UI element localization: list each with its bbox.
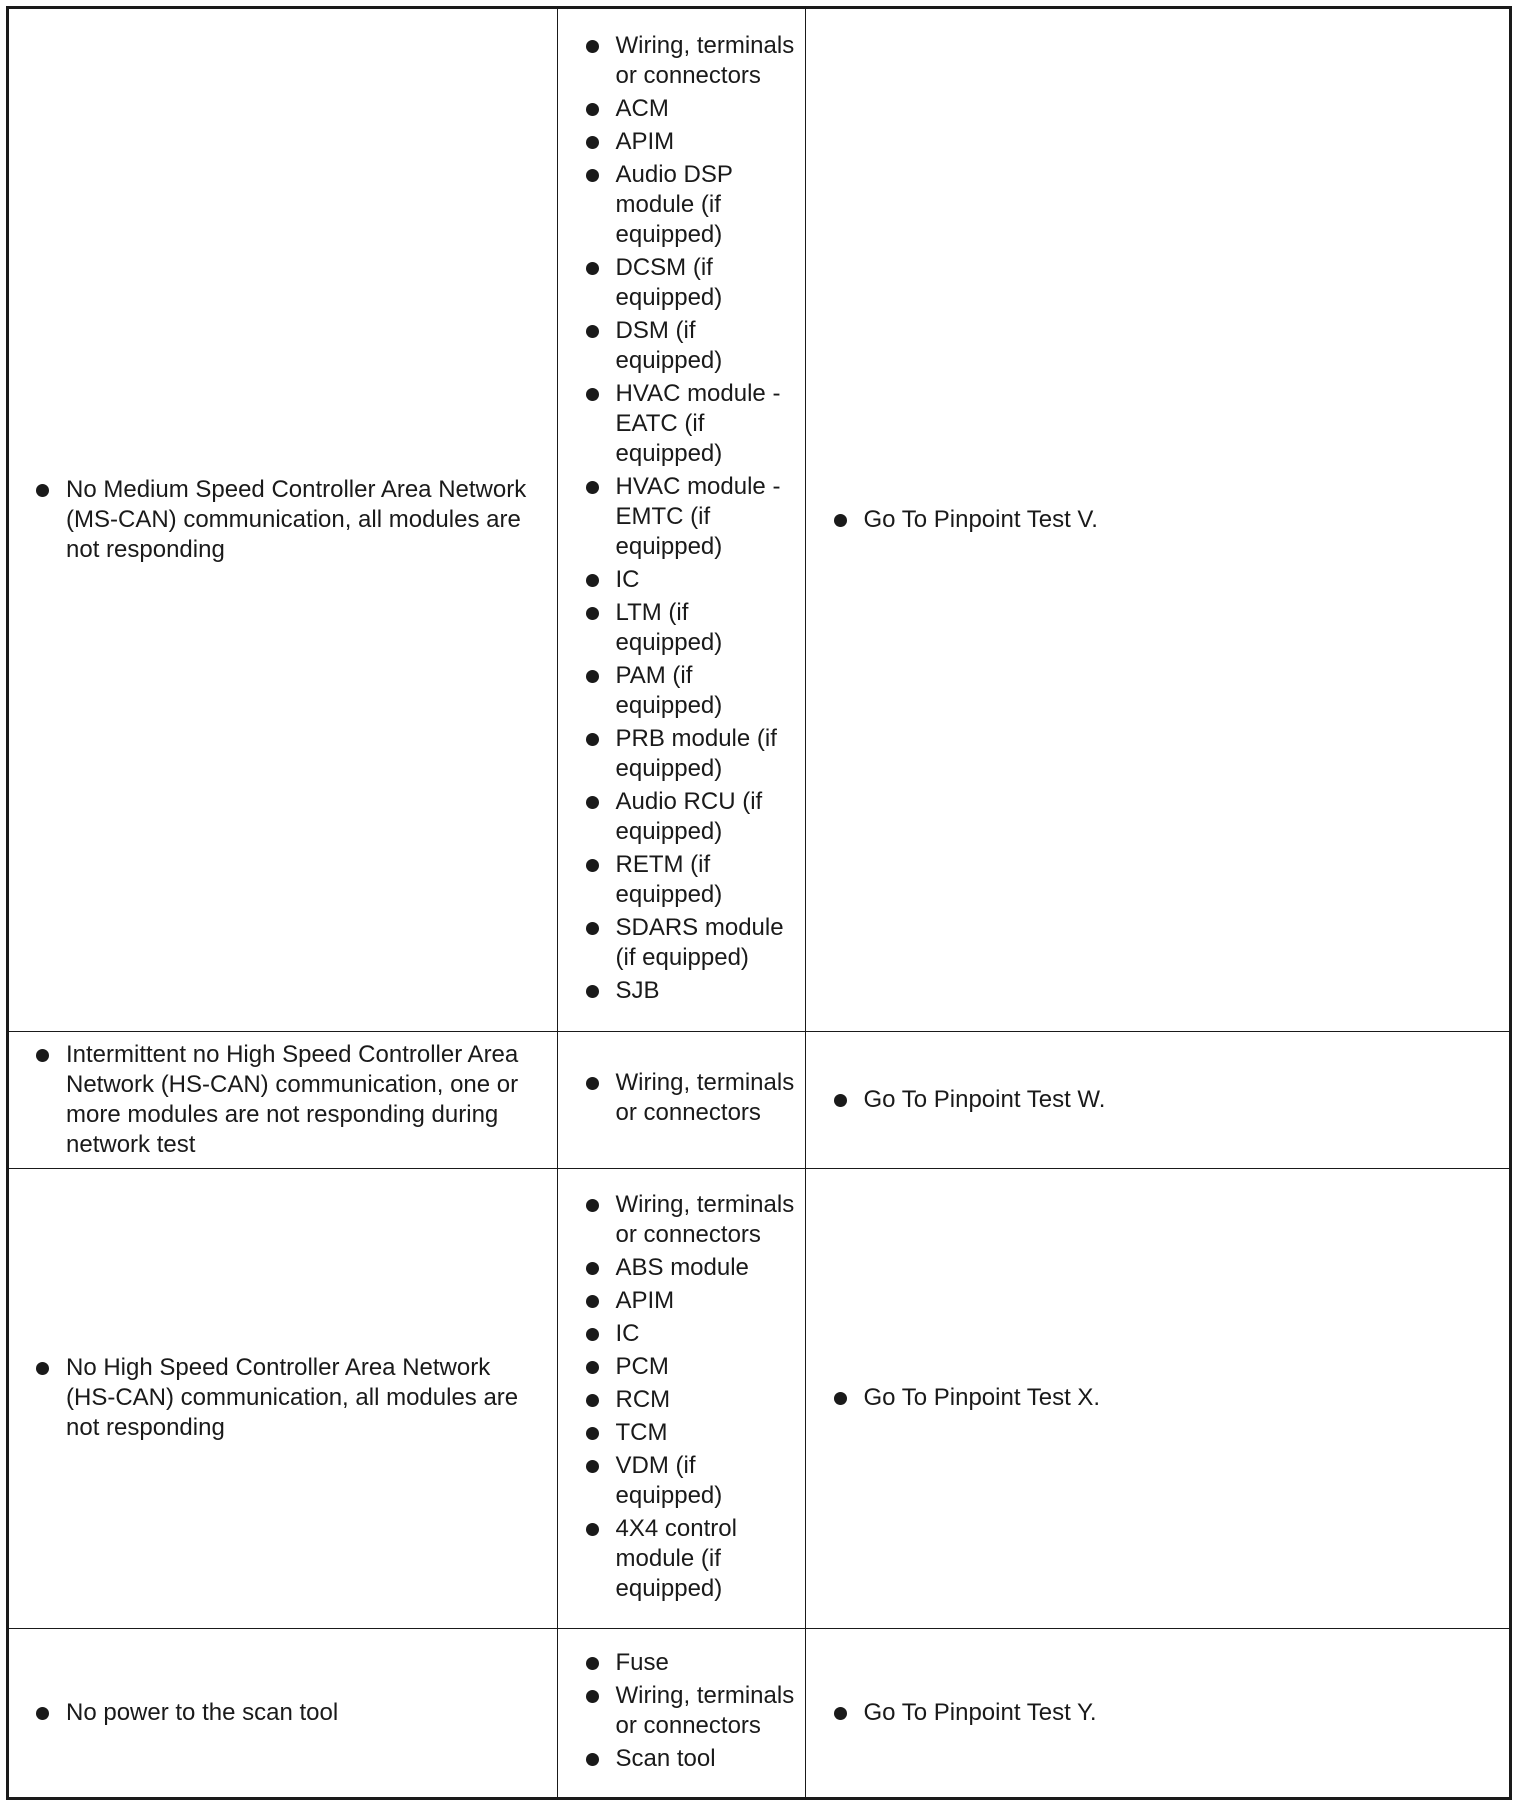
list-item: IC	[616, 1319, 797, 1349]
list-item: Wiring, terminals or connectors	[616, 1190, 797, 1250]
list-item: Audio RCU (if equipped)	[616, 787, 797, 847]
list-item: DCSM (if equipped)	[616, 253, 797, 313]
diagnostic-table	[6, 6, 1512, 1800]
condition-text: No High Speed Controller Area Network (HS-CAN) communication, all modules are not responding	[66, 1353, 543, 1443]
action-cell	[805, 9, 1509, 1031]
list-item: Scan tool	[616, 1744, 797, 1774]
table-row	[9, 9, 1509, 1031]
list-item: Audio DSP module (if equipped)	[616, 160, 797, 250]
list-item: RCM	[616, 1385, 797, 1415]
possible-sources-list	[558, 1648, 805, 1774]
action-text: Go To Pinpoint Test W.	[864, 1085, 1490, 1115]
list-item: APIM	[616, 1286, 797, 1316]
condition-text: No power to the scan tool	[66, 1698, 543, 1728]
action-cell	[805, 1628, 1509, 1797]
condition-cell	[9, 1628, 557, 1797]
list-item: DSM (if equipped)	[616, 316, 797, 376]
possible-sources-cell	[557, 1628, 805, 1797]
list-item: PRB module (if equipped)	[616, 724, 797, 784]
list-item: PAM (if equipped)	[616, 661, 797, 721]
list-item: APIM	[616, 127, 797, 157]
possible-sources-list	[558, 1190, 805, 1604]
action-text: Go To Pinpoint Test V.	[864, 505, 1490, 535]
list-item: VDM (if equipped)	[616, 1451, 797, 1511]
table-row	[9, 1628, 1509, 1797]
list-item: SJB	[616, 976, 797, 1006]
condition-cell	[9, 9, 557, 1031]
table-row	[9, 1168, 1509, 1628]
table-row	[9, 1031, 1509, 1168]
list-item: RETM (if equipped)	[616, 850, 797, 910]
possible-sources-list	[558, 1068, 805, 1128]
list-item: HVAC module - EATC (if equipped)	[616, 379, 797, 469]
possible-sources-list	[558, 31, 805, 1006]
list-item: LTM (if equipped)	[616, 598, 797, 658]
list-item: IC	[616, 565, 797, 595]
list-item: ACM	[616, 94, 797, 124]
list-item: TCM	[616, 1418, 797, 1448]
condition-cell	[9, 1168, 557, 1628]
list-item: Fuse	[616, 1648, 797, 1678]
list-item: Wiring, terminals or connectors	[616, 31, 797, 91]
list-item: PCM	[616, 1352, 797, 1382]
action-cell	[805, 1031, 1509, 1168]
action-text: Go To Pinpoint Test X.	[864, 1383, 1490, 1413]
list-item: ABS module	[616, 1253, 797, 1283]
condition-cell	[9, 1031, 557, 1168]
list-item: Wiring, terminals or connectors	[616, 1681, 797, 1741]
condition-text: No Medium Speed Controller Area Network (MS-CAN) communication, all modules are not responding	[66, 475, 543, 565]
list-item: HVAC module - EMTC (if equipped)	[616, 472, 797, 562]
possible-sources-cell	[557, 9, 805, 1031]
list-item: SDARS module (if equipped)	[616, 913, 797, 973]
possible-sources-cell	[557, 1168, 805, 1628]
action-cell	[805, 1168, 1509, 1628]
list-item: 4X4 control module (if equipped)	[616, 1514, 797, 1604]
action-text: Go To Pinpoint Test Y.	[864, 1698, 1490, 1728]
possible-sources-cell	[557, 1031, 805, 1168]
condition-text: Intermittent no High Speed Controller Area Network (HS-CAN) communication, one or more modules are not responding during network test	[66, 1040, 543, 1160]
list-item: Wiring, terminals or connectors	[616, 1068, 797, 1128]
